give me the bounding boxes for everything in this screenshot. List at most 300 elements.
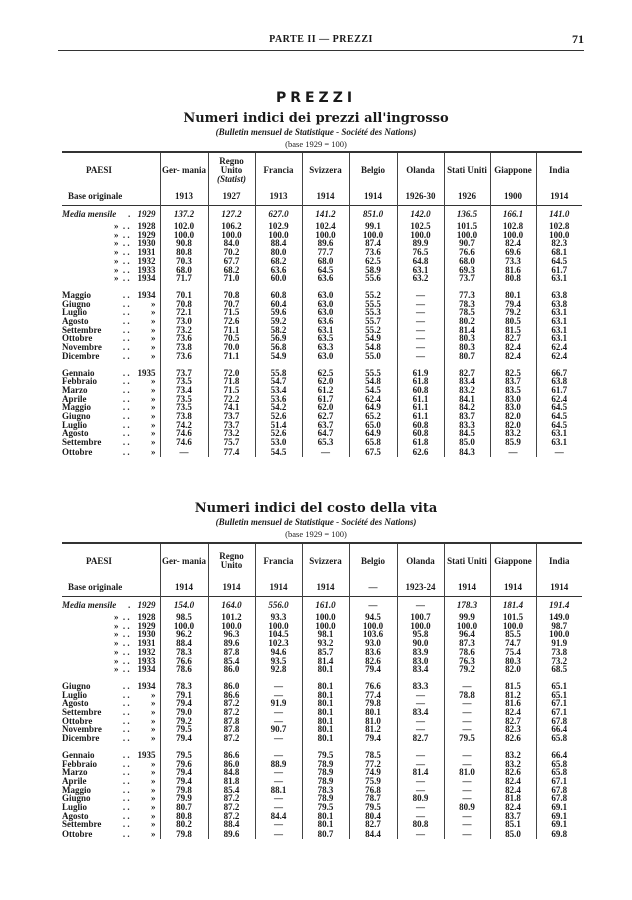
value-cell: 61.7 bbox=[536, 386, 582, 395]
value-cell: 79.5 bbox=[160, 725, 208, 734]
period-label: » bbox=[113, 247, 119, 258]
base-year-cell: 1914 bbox=[255, 578, 302, 597]
value-cell: 74.2 bbox=[160, 421, 208, 430]
period-year: 1930 bbox=[137, 238, 156, 249]
leader-dots: . . bbox=[122, 324, 130, 335]
value-cell: 82.4 bbox=[490, 786, 536, 795]
value-cell: 87.2 bbox=[208, 794, 255, 803]
column-header-country bbox=[536, 543, 582, 578]
row-label-wrap bbox=[62, 448, 160, 457]
leader-dots: . . bbox=[122, 238, 130, 249]
column-header-country bbox=[490, 152, 536, 187]
value-cell: 62.4 bbox=[536, 352, 582, 361]
value-cell: 83.7 bbox=[444, 412, 490, 421]
value-cell: — bbox=[397, 812, 444, 821]
value-cell: — bbox=[255, 794, 302, 803]
period-year: » bbox=[150, 724, 156, 735]
value-cell: 100.0 bbox=[255, 231, 302, 240]
value-cell: 55.2 bbox=[349, 291, 397, 300]
value-cell: 80.8 bbox=[490, 274, 536, 283]
value-cell: — bbox=[397, 334, 444, 343]
period-label: Maggio bbox=[62, 289, 91, 300]
table-row bbox=[62, 274, 582, 283]
value-cell: 74.1 bbox=[208, 403, 255, 412]
period-label: Ottobre bbox=[62, 828, 93, 839]
period-year: » bbox=[150, 324, 156, 335]
value-cell: 89.6 bbox=[208, 639, 255, 648]
value-cell: 102.8 bbox=[536, 222, 582, 231]
value-cell: 53.6 bbox=[255, 395, 302, 404]
period-year: 1928 bbox=[137, 221, 156, 231]
value-cell: 82.4 bbox=[490, 803, 536, 812]
leader-dots: . . bbox=[122, 793, 130, 804]
value-cell: 80.2 bbox=[160, 820, 208, 829]
value-cell: 85.5 bbox=[490, 630, 536, 639]
leader-dots: . . bbox=[122, 342, 130, 353]
period-year: 1933 bbox=[137, 655, 156, 666]
value-cell: 63.1 bbox=[397, 266, 444, 275]
base-year-cell: 1913 bbox=[160, 187, 208, 206]
leader-dots: . . bbox=[122, 620, 130, 631]
country-name: India bbox=[548, 555, 570, 566]
country-name: Giappone bbox=[494, 164, 532, 175]
value-cell: 78.8 bbox=[444, 691, 490, 700]
period-label: Media mensile bbox=[62, 599, 117, 610]
value-cell: 79.4 bbox=[490, 300, 536, 309]
base-year-cell: 1926-30 bbox=[397, 187, 444, 206]
value-cell: 83.0 bbox=[397, 657, 444, 666]
value-cell: — bbox=[444, 786, 490, 795]
value-cell: 55.7 bbox=[349, 317, 397, 326]
row-label bbox=[62, 829, 160, 839]
value-cell: 89.6 bbox=[302, 239, 349, 248]
leader-dots: . . bbox=[122, 402, 130, 413]
value-cell: 59.6 bbox=[255, 308, 302, 317]
value-cell: 79.8 bbox=[160, 829, 208, 839]
value-cell: 100.0 bbox=[302, 231, 349, 240]
value-cell: 82.7 bbox=[490, 334, 536, 343]
period-label: Ottobre bbox=[62, 715, 93, 726]
value-cell: 80.1 bbox=[302, 708, 349, 717]
value-cell: 78.9 bbox=[302, 760, 349, 769]
value-cell: — bbox=[397, 751, 444, 760]
value-cell: — bbox=[302, 447, 349, 457]
value-cell: — bbox=[255, 820, 302, 829]
period-year: 1935 bbox=[137, 367, 156, 378]
value-cell: 64.5 bbox=[536, 412, 582, 421]
column-header-country bbox=[208, 152, 255, 187]
value-cell: 72.6 bbox=[208, 317, 255, 326]
value-cell: 93.3 bbox=[255, 613, 302, 622]
value-cell: 81.5 bbox=[490, 682, 536, 691]
value-cell: 78.3 bbox=[160, 648, 208, 657]
value-cell: 63.1 bbox=[536, 274, 582, 283]
period-year: 1932 bbox=[137, 646, 156, 657]
period-label: Agosto bbox=[62, 698, 89, 709]
value-cell: 63.1 bbox=[536, 438, 582, 447]
value-cell: 85.1 bbox=[490, 820, 536, 829]
value-cell: 83.2 bbox=[444, 386, 490, 395]
value-cell: 87.2 bbox=[208, 708, 255, 717]
value-cell: 63.3 bbox=[302, 343, 349, 352]
value-cell: 100.0 bbox=[302, 622, 349, 631]
value-cell: 82.0 bbox=[490, 412, 536, 421]
value-cell: 76.3 bbox=[444, 657, 490, 666]
period-label: Settembre bbox=[62, 437, 102, 448]
value-cell: 60.8 bbox=[397, 386, 444, 395]
wholesale-price-index-table bbox=[62, 151, 582, 457]
value-cell: 70.8 bbox=[160, 300, 208, 309]
header-row-countries bbox=[62, 543, 582, 578]
value-cell: 63.1 bbox=[302, 326, 349, 335]
value-cell: 62.7 bbox=[302, 412, 349, 421]
period-label: Dicembre bbox=[62, 733, 100, 744]
value-cell: — bbox=[397, 699, 444, 708]
country-name: Ger- mania bbox=[162, 555, 206, 566]
value-cell: 68.2 bbox=[208, 266, 255, 275]
period-year: » bbox=[150, 819, 156, 830]
value-cell: 98.5 bbox=[160, 613, 208, 622]
value-cell: 65.3 bbox=[302, 438, 349, 447]
period-label: Giugno bbox=[62, 793, 91, 804]
value-cell: 70.1 bbox=[160, 291, 208, 300]
value-cell: — bbox=[255, 708, 302, 717]
period-label: Gennaio bbox=[62, 367, 95, 378]
leader-dots: . . bbox=[122, 629, 130, 640]
value-cell: — bbox=[444, 829, 490, 839]
leader-dots: . . bbox=[122, 419, 130, 430]
period-year: » bbox=[150, 307, 156, 318]
value-cell: 87.3 bbox=[444, 639, 490, 648]
period-label: Aprile bbox=[62, 393, 87, 404]
value-cell: 87.2 bbox=[208, 699, 255, 708]
value-cell: 100.0 bbox=[536, 231, 582, 240]
value-cell: 70.3 bbox=[160, 257, 208, 266]
value-cell: 79.5 bbox=[444, 734, 490, 743]
value-cell: 73.5 bbox=[160, 403, 208, 412]
value-cell: 59.2 bbox=[255, 317, 302, 326]
leader-dots: . . bbox=[122, 707, 130, 718]
value-cell: 82.7 bbox=[444, 369, 490, 378]
value-cell: 87.2 bbox=[208, 803, 255, 812]
value-cell: 65.1 bbox=[536, 682, 582, 691]
leader-dots: . bbox=[128, 599, 131, 610]
value-cell: 63.8 bbox=[536, 300, 582, 309]
period-year: » bbox=[150, 775, 156, 786]
value-cell: 87.8 bbox=[208, 648, 255, 657]
period-year: » bbox=[150, 810, 156, 821]
value-cell: — bbox=[397, 760, 444, 769]
value-cell: 71.8 bbox=[208, 377, 255, 386]
period-label: » bbox=[113, 238, 119, 249]
value-cell: 81.6 bbox=[490, 699, 536, 708]
value-cell: 90.7 bbox=[255, 725, 302, 734]
value-cell: 73.7 bbox=[160, 369, 208, 378]
value-cell: 81.4 bbox=[302, 657, 349, 666]
period-label: Agosto bbox=[62, 810, 89, 821]
value-cell: 93.5 bbox=[255, 657, 302, 666]
value-cell: 136.5 bbox=[444, 206, 490, 223]
value-cell: 84.0 bbox=[208, 239, 255, 248]
period-year: » bbox=[150, 411, 156, 422]
base-year-cell: 1914 bbox=[536, 187, 582, 206]
value-cell: 68.1 bbox=[536, 248, 582, 257]
value-cell: 100.0 bbox=[349, 622, 397, 631]
period-label: Ottobre bbox=[62, 333, 93, 344]
value-cell: 90.0 bbox=[397, 639, 444, 648]
table2-base: (base 1929 = 100) bbox=[285, 529, 347, 539]
period-year: 1933 bbox=[137, 264, 156, 275]
value-cell: 69.1 bbox=[536, 812, 582, 821]
period-year: » bbox=[150, 802, 156, 813]
value-cell: 78.5 bbox=[444, 308, 490, 317]
column-header-country bbox=[160, 543, 208, 578]
value-cell: 100.0 bbox=[160, 231, 208, 240]
period-year: 1929 bbox=[137, 208, 156, 219]
period-year: » bbox=[150, 350, 156, 361]
country-name: Belgio bbox=[361, 164, 385, 175]
value-cell: 78.6 bbox=[160, 665, 208, 674]
country-name: India bbox=[548, 164, 570, 175]
period-label: » bbox=[113, 655, 119, 666]
value-cell: 67.8 bbox=[536, 717, 582, 726]
column-header-country bbox=[302, 543, 349, 578]
value-cell: 81.4 bbox=[397, 768, 444, 777]
value-cell: 82.4 bbox=[490, 777, 536, 786]
value-cell: 100.0 bbox=[397, 622, 444, 631]
row-label bbox=[62, 665, 160, 674]
value-cell: 83.6 bbox=[349, 648, 397, 657]
value-cell: 166.1 bbox=[490, 206, 536, 223]
row-label-wrap bbox=[62, 665, 160, 674]
value-cell: 70.5 bbox=[208, 334, 255, 343]
value-cell: 627.0 bbox=[255, 206, 302, 223]
column-header-country bbox=[349, 543, 397, 578]
value-cell: 141.0 bbox=[536, 206, 582, 223]
base-year-cell: 1926 bbox=[444, 187, 490, 206]
value-cell: 80.9 bbox=[397, 794, 444, 803]
base-year-cell: 1914 bbox=[536, 578, 582, 597]
base-year-cell: 1914 bbox=[490, 578, 536, 597]
leader-dots: . . bbox=[122, 333, 130, 344]
period-label: Giugno bbox=[62, 411, 91, 422]
value-cell: 61.1 bbox=[397, 403, 444, 412]
period-label: Maggio bbox=[62, 784, 91, 795]
period-label: » bbox=[113, 612, 119, 622]
value-cell: 70.2 bbox=[208, 248, 255, 257]
period-year: 1931 bbox=[137, 247, 156, 258]
value-cell: 82.4 bbox=[490, 708, 536, 717]
column-header-country bbox=[255, 152, 302, 187]
column-header-country bbox=[302, 152, 349, 187]
value-cell: 75.9 bbox=[349, 777, 397, 786]
leader-dots: . . bbox=[122, 247, 130, 258]
period-year: 1934 bbox=[137, 273, 156, 284]
value-cell: 62.4 bbox=[536, 343, 582, 352]
value-cell: 55.3 bbox=[349, 308, 397, 317]
leader-dots: . . bbox=[122, 384, 130, 395]
base-year-cell: 1914 bbox=[160, 578, 208, 597]
value-cell: 64.5 bbox=[302, 266, 349, 275]
value-cell: 92.8 bbox=[255, 665, 302, 674]
column-header-country bbox=[490, 543, 536, 578]
period-year: » bbox=[150, 428, 156, 439]
value-cell: — bbox=[255, 691, 302, 700]
value-cell: 851.0 bbox=[349, 206, 397, 223]
value-cell: 96.2 bbox=[160, 630, 208, 639]
column-header-country bbox=[160, 152, 208, 187]
value-cell: 76.5 bbox=[397, 248, 444, 257]
value-cell: 69.1 bbox=[536, 803, 582, 812]
value-cell: 80.1 bbox=[302, 820, 349, 829]
value-cell: 88.4 bbox=[160, 639, 208, 648]
table-header bbox=[62, 543, 582, 597]
period-label: » bbox=[113, 229, 119, 240]
value-cell: 80.7 bbox=[444, 352, 490, 361]
value-cell: 91.9 bbox=[255, 699, 302, 708]
value-cell: 73.8 bbox=[536, 648, 582, 657]
base-year-cell: 1923-24 bbox=[397, 578, 444, 597]
country-name: Olanda bbox=[406, 164, 435, 175]
table-header bbox=[62, 152, 582, 206]
value-cell: 102.4 bbox=[302, 222, 349, 231]
value-cell: 74.9 bbox=[349, 768, 397, 777]
value-cell: 68.0 bbox=[302, 257, 349, 266]
value-cell: 81.5 bbox=[490, 326, 536, 335]
value-cell: 54.5 bbox=[255, 447, 302, 457]
value-cell: 82.7 bbox=[397, 734, 444, 743]
period-year: 1929 bbox=[137, 620, 156, 631]
value-cell: 71.5 bbox=[208, 308, 255, 317]
value-cell: 101.2 bbox=[208, 613, 255, 622]
value-cell: 85.9 bbox=[490, 438, 536, 447]
row-label-wrap bbox=[62, 352, 160, 361]
value-cell: 80.5 bbox=[490, 317, 536, 326]
table-row bbox=[62, 665, 582, 674]
period-year: » bbox=[150, 707, 156, 718]
value-cell: 63.0 bbox=[302, 308, 349, 317]
value-cell: 56.8 bbox=[255, 343, 302, 352]
value-cell: 87.8 bbox=[208, 725, 255, 734]
value-cell: 64.5 bbox=[536, 403, 582, 412]
header-row-countries bbox=[62, 152, 582, 187]
value-cell: 89.9 bbox=[397, 239, 444, 248]
value-cell: 98.1 bbox=[302, 630, 349, 639]
period-label: » bbox=[113, 620, 119, 631]
value-cell: — bbox=[444, 682, 490, 691]
value-cell: — bbox=[397, 317, 444, 326]
value-cell: 73.7 bbox=[444, 274, 490, 283]
period-year: » bbox=[150, 793, 156, 804]
leader-dots: . . bbox=[122, 680, 130, 691]
period-year: » bbox=[150, 446, 156, 457]
value-cell: — bbox=[397, 308, 444, 317]
period-label: » bbox=[113, 255, 119, 266]
value-cell: 64.5 bbox=[536, 257, 582, 266]
value-cell: 55.6 bbox=[349, 274, 397, 283]
value-cell: 85.4 bbox=[208, 657, 255, 666]
value-cell: — bbox=[397, 803, 444, 812]
value-cell: 90.8 bbox=[160, 239, 208, 248]
value-cell: 82.4 bbox=[490, 352, 536, 361]
leader-dots: . . bbox=[122, 298, 130, 309]
leader-dots: . . bbox=[122, 393, 130, 404]
value-cell: 79.2 bbox=[444, 665, 490, 674]
value-cell: 64.7 bbox=[302, 429, 349, 438]
value-cell: 71.1 bbox=[208, 352, 255, 361]
value-cell: 63.0 bbox=[302, 352, 349, 361]
period-year: 1929 bbox=[137, 599, 156, 610]
value-cell: 63.1 bbox=[536, 317, 582, 326]
value-cell: — bbox=[397, 725, 444, 734]
header-row-base bbox=[62, 187, 582, 206]
value-cell: 65.8 bbox=[536, 734, 582, 743]
leader-dots: . bbox=[128, 208, 131, 219]
value-cell: 67.7 bbox=[208, 257, 255, 266]
base-year-cell: — bbox=[349, 578, 397, 597]
value-cell: 58.2 bbox=[255, 326, 302, 335]
period-year: 1928 bbox=[137, 612, 156, 622]
value-cell: 68.0 bbox=[160, 266, 208, 275]
value-cell: 83.7 bbox=[490, 377, 536, 386]
table-row bbox=[62, 447, 582, 457]
period-label: » bbox=[113, 273, 119, 284]
value-cell: 93.2 bbox=[302, 639, 349, 648]
period-year: » bbox=[150, 689, 156, 700]
value-cell: 85.7 bbox=[302, 648, 349, 657]
value-cell: 61.7 bbox=[302, 395, 349, 404]
value-cell: 67.1 bbox=[536, 777, 582, 786]
table-body bbox=[62, 597, 582, 840]
period-label: Dicembre bbox=[62, 350, 100, 361]
period-year: » bbox=[150, 342, 156, 353]
period-year: » bbox=[150, 419, 156, 430]
value-cell: 100.0 bbox=[490, 622, 536, 631]
leader-dots: . . bbox=[122, 316, 130, 327]
row-label bbox=[62, 820, 160, 829]
value-cell: 55.5 bbox=[349, 369, 397, 378]
running-title: PARTE II — PREZZI bbox=[269, 34, 373, 45]
value-cell: 78.7 bbox=[349, 794, 397, 803]
value-cell: 80.1 bbox=[302, 734, 349, 743]
value-cell: 80.3 bbox=[444, 343, 490, 352]
value-cell: 79.4 bbox=[160, 768, 208, 777]
period-year: » bbox=[150, 698, 156, 709]
value-cell: 79.2 bbox=[160, 717, 208, 726]
country-name: Stati Uniti bbox=[447, 164, 487, 175]
base-year-cell: 1914 bbox=[302, 187, 349, 206]
value-cell: 63.7 bbox=[302, 421, 349, 430]
value-cell: 63.5 bbox=[302, 334, 349, 343]
value-cell: 79.8 bbox=[160, 786, 208, 795]
base-year-cell: 1900 bbox=[490, 187, 536, 206]
value-cell: 80.1 bbox=[302, 812, 349, 821]
value-cell: 64.9 bbox=[349, 403, 397, 412]
value-cell: 67.1 bbox=[536, 699, 582, 708]
row-label bbox=[62, 352, 160, 361]
value-cell: 62.0 bbox=[302, 377, 349, 386]
page-number: 71 bbox=[572, 32, 584, 46]
period-label: Giugno bbox=[62, 298, 91, 309]
value-cell: — bbox=[444, 699, 490, 708]
period-label: Gennaio bbox=[62, 749, 95, 760]
value-cell: 73.7 bbox=[208, 421, 255, 430]
leader-dots: . . bbox=[122, 376, 130, 387]
period-label: Novembre bbox=[62, 724, 102, 735]
leader-dots: . . bbox=[122, 289, 130, 300]
value-cell: 78.3 bbox=[160, 682, 208, 691]
value-cell: 71.5 bbox=[208, 386, 255, 395]
